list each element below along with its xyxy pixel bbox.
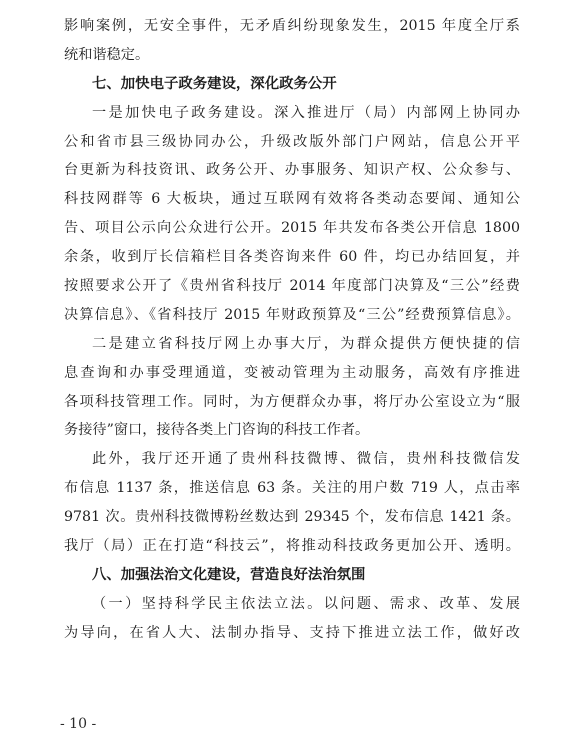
text-line: （一）坚持科学民主依法立法。以问题、需求、改革、发展 <box>92 595 520 612</box>
text-line: 告、项目公示向公众进行公开。2015 年共发布各类公开信息 1800 <box>64 220 520 237</box>
text-line: 二是建立省科技厅网上办事大厅，为群众提供方便快捷的信 <box>92 335 520 352</box>
text-line: 9781 次。贵州科技微博粉丝数达到 29345 个，发布信息 1421 条。 <box>64 509 520 526</box>
text-line: 公和省市县三级协同办公，升级改版外部门户网站，信息公开平 <box>64 133 520 150</box>
text-line: 各项科技管理工作。同时，为方便群众办事，将厅办公室设立为“服 <box>64 393 520 410</box>
paragraph <box>64 330 520 446</box>
text-line: 按照要求公开了《贵州省科技厅 2014 年度部门决算及“三公”经费 <box>64 278 520 295</box>
paragraph <box>64 445 520 561</box>
text-line: 影响案例，无安全事件，无矛盾纠纷现象发生，2015 年度全厅系 <box>64 18 520 34</box>
text-line: 余条，收到厅长信箱栏目各类咨询来件 60 件，均已办结回复，并 <box>64 249 520 266</box>
text-line: 一是加快电子政务建设。深入推进厅（局）内部网上协同办 <box>92 104 520 121</box>
text-line: 科技网群等 6 大板块，通过互联网有效将各类动态要闻、通知公 <box>64 191 520 208</box>
text-line: 此外，我厅还开通了贵州科技微博、微信，贵州科技微信发 <box>92 451 520 468</box>
text-line: 为导向，在省人大、法制办指导、支持下推进立法工作，做好改 <box>64 624 520 641</box>
text-line: 我厅（局）正在打造“科技云”，将推动科技政务更加公开、透明。 <box>64 538 520 555</box>
text-line: 布信息 1137 条，推送信息 63 条。关注的用户数 719 人，点击率 <box>64 480 520 497</box>
text-line: 决算信息》、《省科技厅 2015 年财政预算及“三公”经费预算信息》。 <box>64 306 520 323</box>
section-heading: 七、加快电子政务建设，深化政务公开 <box>92 75 337 92</box>
paragraph <box>64 590 520 648</box>
text-line: 台更新为科技资讯、政务公开、办事服务、知识产权、公众参与、 <box>64 162 520 179</box>
section-heading: 八、加强法治文化建设，营造良好法治氛围 <box>92 566 366 583</box>
document-page <box>64 12 520 648</box>
page-number: - 10 - <box>60 716 97 732</box>
text-line: 息查询和办事受理通道，变被动管理为主动服务，高效有序推进 <box>64 364 520 381</box>
text-line: 统和谐稳定。 <box>64 46 150 63</box>
paragraph <box>64 12 520 70</box>
paragraph <box>64 99 520 330</box>
text-line: 务接待”窗口，接待各类上门咨询的科技工作者。 <box>64 422 370 439</box>
